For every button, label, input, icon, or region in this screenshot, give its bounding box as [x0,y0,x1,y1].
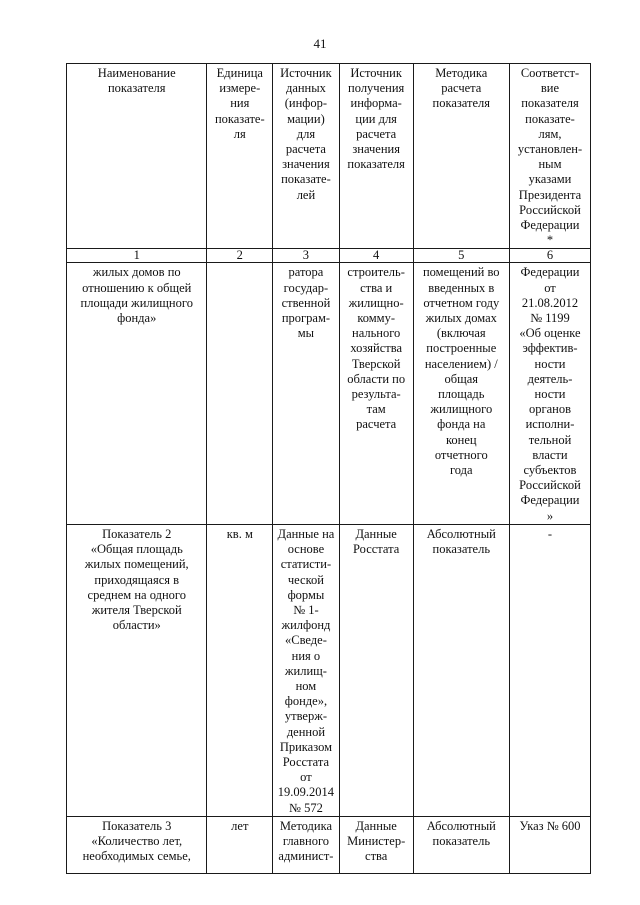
header-indicator-name: Наименование показателя [67,64,207,249]
column-number: 3 [273,249,340,263]
cell-data-source: Методика главного админист- [273,816,340,873]
cell-unit: кв. м [207,524,273,816]
cell-data-source: Данные на основе статисти- ческой формы № 1- жилфонд «Сведе- ния о жилищ- ном фонде», утверж- денной Приказом Росстата от 19.09.2014 № 572 [273,524,340,816]
cell-data-source: ратора государ- ственной програм- мы [273,263,340,524]
header-unit: Единица измере- ния показате- ля [207,64,273,249]
column-number: 5 [413,249,509,263]
table-header-row [67,64,591,249]
page-number: 41 [313,36,327,51]
header-info-source: Источник получения информа- ции для расчета значения показателя [339,64,413,249]
column-number: 1 [67,249,207,263]
cell-indicator-name: Показатель 3 «Количество лет, необходимых семье, [67,816,207,873]
cell-calc-method: Абсолютный показатель [413,816,509,873]
cell-indicator-name: Показатель 2 «Общая площадь жилых помещений, приходящаяся в среднем на одного жителя Тверской области» [67,524,207,816]
cell-info-source: Данные Росстата [339,524,413,816]
header-calc-method: Методика расчета показателя [413,64,509,249]
table-row [67,524,591,816]
column-number-row [67,249,591,263]
header-data-source: Источник данных (инфор- мации) для расчета значения показате- лей [273,64,340,249]
column-number: 4 [339,249,413,263]
table-row [67,816,591,873]
cell-unit [207,263,273,524]
cell-unit: лет [207,816,273,873]
cell-indicator-name: жилых домов по отношению к общей площади жилищного фонда» [67,263,207,524]
indicators-table [66,63,591,874]
header-compliance: Соответст- вие показателя показате- лям, установлен- ным указами Президента Российской Федерации * [509,64,590,249]
cell-calc-method: Абсолютный показатель [413,524,509,816]
cell-compliance: Федерации от 21.08.2012 № 1199 «Об оценке эффектив- ности деятель- ности органов исполни- тельной власти субъектов Российской Федерации » [509,263,590,524]
cell-info-source: Данные Министер- ства [339,816,413,873]
column-number: 6 [509,249,590,263]
column-number: 2 [207,249,273,263]
table-row [67,263,591,524]
cell-calc-method: помещений во введенных в отчетном году жилых домах (включая построенные населением) / общая площадь жилищного фонда на конец отчетного года [413,263,509,524]
cell-info-source: строитель- ства и жилищно- комму- нального хозяйства Тверской области по результа- там расчета [339,263,413,524]
cell-compliance: - [509,524,590,816]
cell-compliance: Указ № 600 [509,816,590,873]
